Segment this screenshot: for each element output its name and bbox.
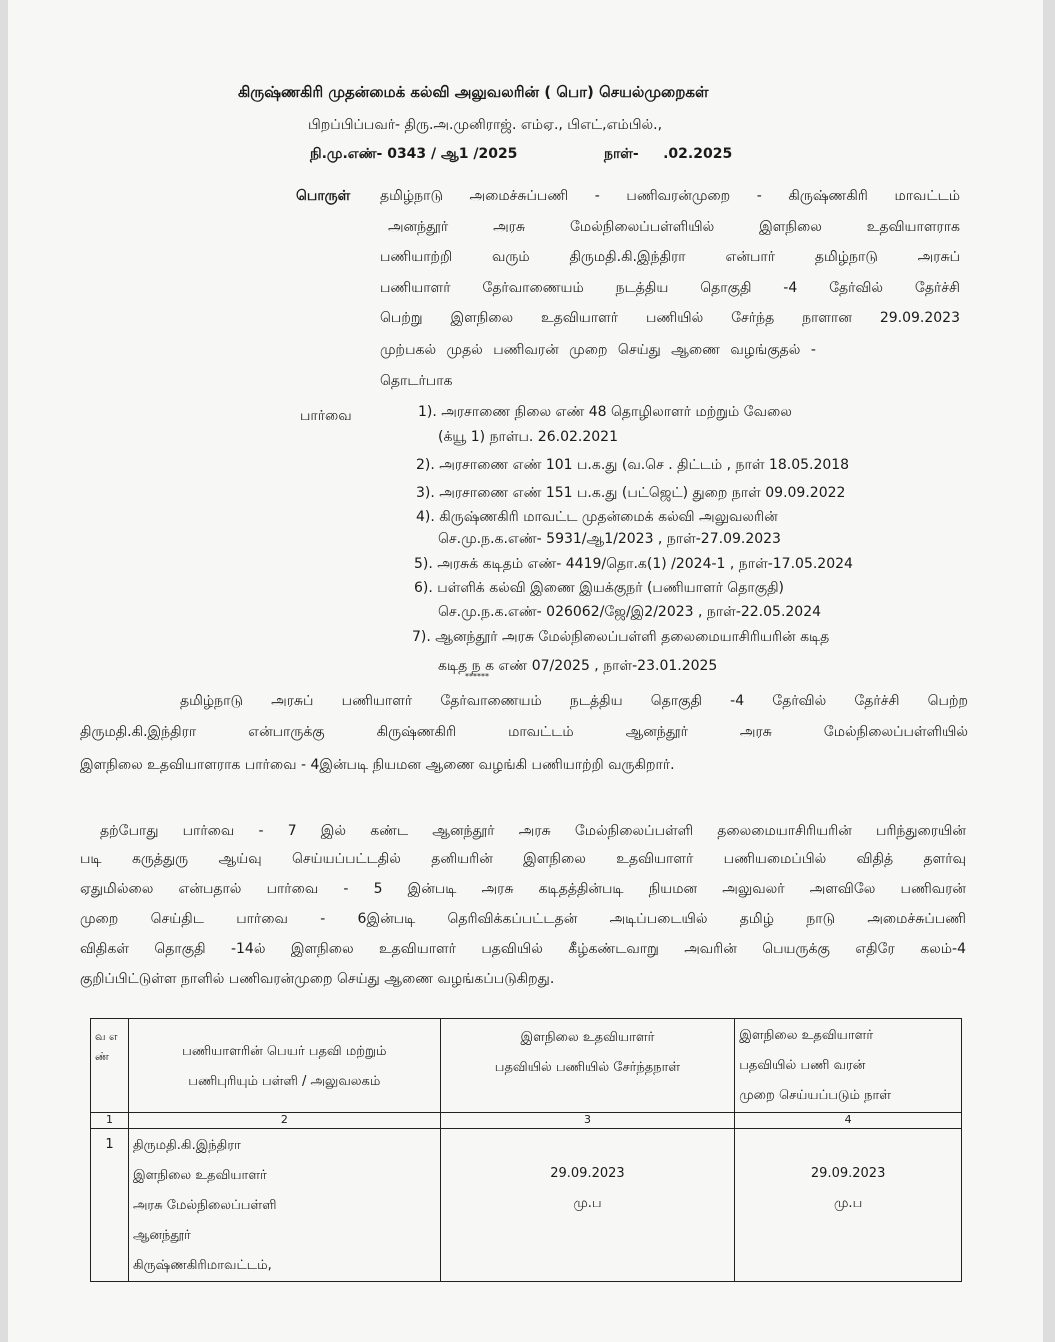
paragraph-line: முறை செய்திட பார்வை - 6இன்படி தெரிவிக்கப்பட்டதன் அடிப்படையில் தமிழ் நாடு அமைச்சுப்பணி <box>80 911 966 927</box>
subject-line: அனந்தூர் அரசு மேல்நிலைப்பள்ளியில் இளநிலை உதவியாளராக <box>388 219 960 235</box>
document-title: கிருஷ்ணகிரி முதன்மைக் கல்வி அலுவலரின் ( பொ) செயல்முறைகள் <box>238 83 709 101</box>
column-number: 1 <box>91 1113 129 1129</box>
subject-line: முற்பகல் முதல் பணிவரன் முறை செய்து ஆணை வழங்குதல் - <box>380 342 816 358</box>
paragraph-line: குறிப்பிட்டுள்ள நாளில் பணிவரன்முறை செய்து ஆணை வழங்கப்படுகிறது. <box>80 971 555 987</box>
reference-item-2: 2). அரசாணை எண் 101 ப.க.து (வ.செ . திட்டம் , நாள் 18.05.2018 <box>416 457 850 473</box>
column-number: 3 <box>440 1113 735 1129</box>
header-employee-details: பணியாளரின் பெயர் பதவி மற்றும் பணிபுரியும் பள்ளி / அலுவலகம் <box>128 1019 440 1113</box>
page-edge-right <box>1043 0 1055 1342</box>
paragraph-line: தமிழ்நாடு அரசுப் பணியாளர் தேர்வாணையம் நடத்திய தொகுதி -4 தேர்வில் தேர்ச்சி பெற்ற <box>180 693 968 709</box>
document-date: நாள்- .02.2025 <box>604 146 733 162</box>
serial-number: 1 <box>91 1129 129 1282</box>
paragraph-line: தற்போது பார்வை - 7 இல் கண்ட ஆனந்தூர் அரசு மேல்நிலைப்பள்ளி தலைமையாசிரியரின் பரிந்துரையின் <box>100 823 966 839</box>
regularisation-date-cell: 29.09.2023 மு.ப <box>735 1129 962 1282</box>
header-joining-date: இளநிலை உதவியாளர் பதவியில் பணியில் சேர்ந்தநாள் <box>440 1019 735 1113</box>
regularisation-table <box>90 1018 962 1282</box>
joining-date-cell: 29.09.2023 மு.ப <box>440 1129 735 1282</box>
header-serial: வ எ ண் <box>91 1019 129 1113</box>
table-row <box>91 1129 962 1282</box>
header-regularisation-date: இளநிலை உதவியாளர் பதவியில் பணி வரன் முறை செய்யப்படும் நாள் <box>735 1019 962 1113</box>
reference-item-6-cont: செ.மு.ந.க.எண்- 026062/ஜே/இ2/2023 , நாள்-22.05.2024 <box>438 604 822 620</box>
paragraph-line: திருமதி.கி.இந்திரா என்பாருக்கு கிருஷ்ணகிரி மாவட்டம் ஆனந்தூர் அரசு மேல்நிலைப்பள்ளியில் <box>80 724 968 740</box>
subject-line: தமிழ்நாடு அமைச்சுப்பணி - பணிவரன்முறை - கிருஷ்ணகிரி மாவட்டம் <box>380 188 960 204</box>
subject-label: பொருள் <box>296 188 351 204</box>
table-header-row <box>91 1019 962 1113</box>
paragraph-line: இளநிலை உதவியாளராக பார்வை - 4இன்படி நியமன ஆணை வழங்கி பணியாற்றி வருகிறார். <box>80 757 675 773</box>
paragraph-line: விதிகள் தொகுதி -14ல் இளநிலை உதவியாளர் பதவியில் கீழ்கண்டவாறு அவரின் பெயருக்கு எதிரே கலம்-4 <box>80 941 966 957</box>
subject-line: தொடர்பாக <box>380 373 453 389</box>
reference-number: நி.மு.எண்- 0343 / ஆ1 /2025 <box>310 146 518 162</box>
column-number: 4 <box>735 1113 962 1129</box>
reference-item-5: 5). அரசுக் கடிதம் எண்- 4419/தொ.க(1) /2024-1 , நாள்-17.05.2024 <box>414 556 853 572</box>
reference-item-4: 4). கிருஷ்ணகிரி மாவட்ட முதன்மைக் கல்வி அலுவலரின் <box>416 509 778 525</box>
subject-line: பெற்று இளநிலை உதவியாளர் பணியில் சேர்ந்த நாளான 29.09.2023 <box>380 310 960 326</box>
references-end-mark: ****** <box>465 672 489 681</box>
column-number: 2 <box>128 1113 440 1129</box>
paragraph-line: ஏதுமில்லை என்பதால் பார்வை - 5 இன்படி அரசு கடிதத்தின்படி நியமன அலுவலர் அளவிலே பணிவரன் <box>80 881 966 897</box>
reference-item-7: 7). ஆனந்தூர் அரசு மேல்நிலைப்பள்ளி தலைமையாசிரியரின் கடித <box>412 629 830 645</box>
reference-item-3: 3). அரசாணை எண் 151 ப.க.து (பட்ஜெட்) துறை நாள் 09.09.2022 <box>416 485 846 501</box>
paragraph-line: படி கருத்துரு ஆய்வு செய்யப்பட்டதில் தனியரின் இளநிலை உதவியாளர் பணியமைப்பில் விதித் தளர்வு <box>80 851 966 867</box>
subject-line: பணியாற்றி வரும் திருமதி.கி.இந்திரா என்பார் தமிழ்நாடு அரசுப் <box>380 249 960 265</box>
reference-item-7-cont: கடித ந க எண் 07/2025 , நாள்-23.01.2025 <box>438 658 718 674</box>
column-number-row <box>91 1113 962 1129</box>
page-edge-left <box>0 0 8 1342</box>
employee-details: திருமதி.கி.இந்திரா இளநிலை உதவியாளர் அரசு மேல்நிலைப்பள்ளி ஆனந்தூர் கிருஷ்ணகிரிமாவட்டம், <box>128 1129 440 1282</box>
subject-line: பணியாளர் தேர்வாணையம் நடத்திய தொகுதி -4 தேர்வில் தேர்ச்சி <box>380 280 960 296</box>
reference-item-6: 6). பள்ளிக் கல்வி இணை இயக்குநர் (பணியாளர் தொகுதி) <box>414 580 785 596</box>
reference-item-4-cont: செ.மு.ந.க.எண்- 5931/ஆ1/2023 , நாள்-27.09.2023 <box>438 531 781 547</box>
references-label: பார்வை <box>300 408 352 424</box>
reference-item-1-cont: (க்யூ 1) நாள்ப. 26.02.2021 <box>438 429 618 445</box>
issuer-line: பிறப்பிப்பவர்- திரு.அ.முனிராஜ். எம்ஏ., பிஎட்,எம்பில்., <box>308 117 663 133</box>
reference-item-1: 1). அரசாணை நிலை எண் 48 தொழிலாளர் மற்றும் வேலை <box>418 404 792 420</box>
